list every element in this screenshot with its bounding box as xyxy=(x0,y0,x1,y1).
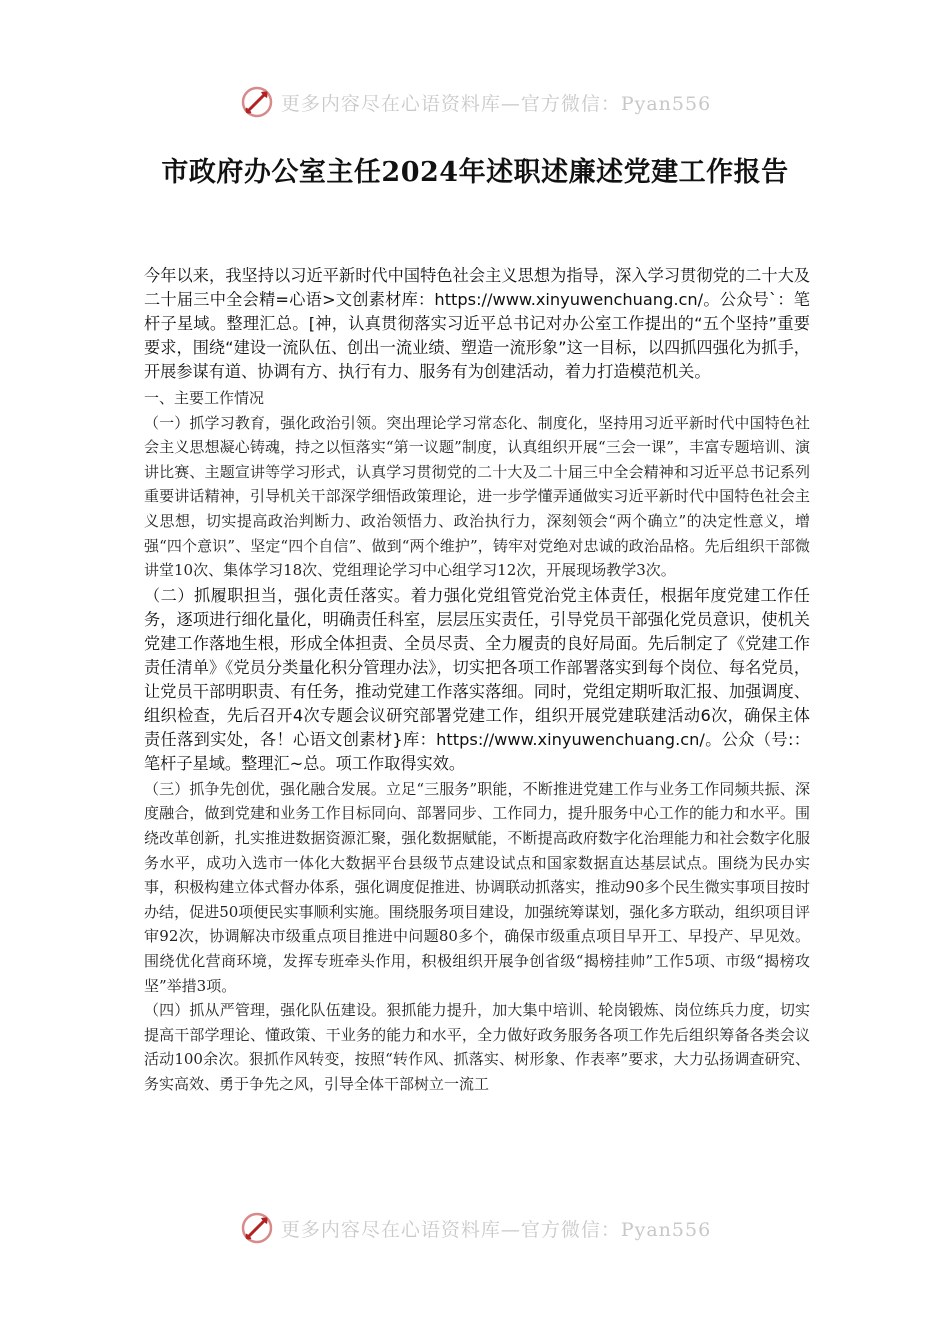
intro-paragraph: 今年以来，我坚持以习近平新时代中国特色社会主义思想为指导，深入学习贯彻党的二十大及二十届三中全会精=心语>文创素材库：https://www.xinyuwenchuang.cn/。公众号`：笔杆子星域。整理汇总。[神，认真贯彻落实习近平总书记对办公室工作提出的“五个坚持”重要要求，围绕“建设一流队伍、创出一流业绩、塑造一流形象”这一目标，以四抓四强化为抓手，开展参谋有道、协调有方、执行有力、服务有为创建活动，着力打造模范机关。 xyxy=(144,266,810,381)
footer-watermark-banner xyxy=(0,1206,950,1250)
document-body xyxy=(144,264,810,1096)
document-title: 市政府办公室主任2024年述职述廉述党建工作报告 xyxy=(161,157,789,188)
paragraph-4: （四）抓从严管理，强化队伍建设。狠抓能力提升，加大集中培训、轮岗锻炼、岗位练兵力度，切实提高干部学理论、懂政策、干业务的能力和水平，全力做好政务服务各项工作先后组织筹备各类会议活动100余次。狠抓作风转变，按照“转作风、抓落实、树形象、作表率”要求，大力弘扬调查研究、务实高效、勇于争先之风，引导全体干部树立一流工 xyxy=(144,1001,810,1093)
paragraph-2: （二）抓履职担当，强化责任落实。着力强化党组管党治党主体责任，根据年度党建工作任务，逐项进行细化量化，明确责任科室，层层压实责任，引导党员干部强化党员意识，使机关党建工作落地生根，形成全体担责、全员尽责、全力履责的良好局面。先后制定了《党建工作责任清单》《党员分类量化积分管理办法》，切实把各项工作部署落实到每个岗位、每名党员，让党员干部明职责、有任务，推动党建工作落实落细。同时，党组定期听取汇报、加强调度、组织检查，先后召开4次专题会议研究部署党建工作，组织开展党建联建活动6次，确保主体责任落到实处，各！心语文创素材}库：https://www.xinyuwenchuang.cn/。公众（号:：笔杆子星域。整理汇~总。项工作取得实效。 xyxy=(144,585,810,773)
paragraph-1: （一）抓学习教育，强化政治引领。突出理论学习常态化、制度化，坚持用习近平新时代中国特色社会主义思想凝心铸魂，持之以恒落实“第一议题”制度，认真组织开展“三会一课”，丰富专题培训、演讲比赛、主题宣讲等学习形式，认真学习贯彻党的二十大及二十届三中全会精神和习近平总书记系列重要讲话精神，引导机关干部深学细悟政策理论，进一步学懂弄通做实习近平新时代中国特色社会主义思想，切实提高政治判断力、政治领悟力、政治执行力，深刻领会“两个确立”的决定性意义，增强“四个意识”、坚定“四个自信”、做到“两个维护”，铸牢对党绝对忠诚的政治品格。先后组织干部微讲堂10次、集体学习18次、党组理论学习中心组学习12次，开展现场教学3次。 xyxy=(144,413,810,580)
quill-seal-icon xyxy=(239,1210,275,1246)
quill-seal-icon xyxy=(239,84,275,120)
watermark-text: 更多内容尽在心语资料库—官方微信：Pyan556 xyxy=(280,1218,712,1241)
section-heading: 一、主要工作情况 xyxy=(144,389,265,407)
header-watermark-banner xyxy=(0,80,950,124)
paragraph-3: （三）抓争先创优，强化融合发展。立足“三服务”职能，不断推进党建工作与业务工作同频共振、深度融合，做到党建和业务工作目标同向、部署同步、工作同力，提升服务中心工作的能力和水平。围绕改革创新，扎实推进数据资源汇聚，强化数据赋能，不断提高政府数字化治理能力和社会数字化服务水平，成功入选市一体化大数据平台县级节点建设试点和国家数据直达基层试点。围绕为民办实事，积极构建立体式督办体系，强化调度促推进、协调联动抓落实，推动90多个民生微实事项目按时办结，促进50项便民实事顺利实施。围绕服务项目建设，加强统筹谋划，强化多方联动，组织项目评审92次，协调解决市级重点项目推进中问题80多个，确保市级重点项目早开工、早投产、早见效。围绕优化营商环境，发挥专班牵头作用，积极组织开展争创省级“揭榜挂帅”工作5项、市级“揭榜攻坚”举措3项。 xyxy=(144,779,810,995)
watermark-text: 更多内容尽在心语资料库—官方微信：Pyan556 xyxy=(280,92,712,115)
